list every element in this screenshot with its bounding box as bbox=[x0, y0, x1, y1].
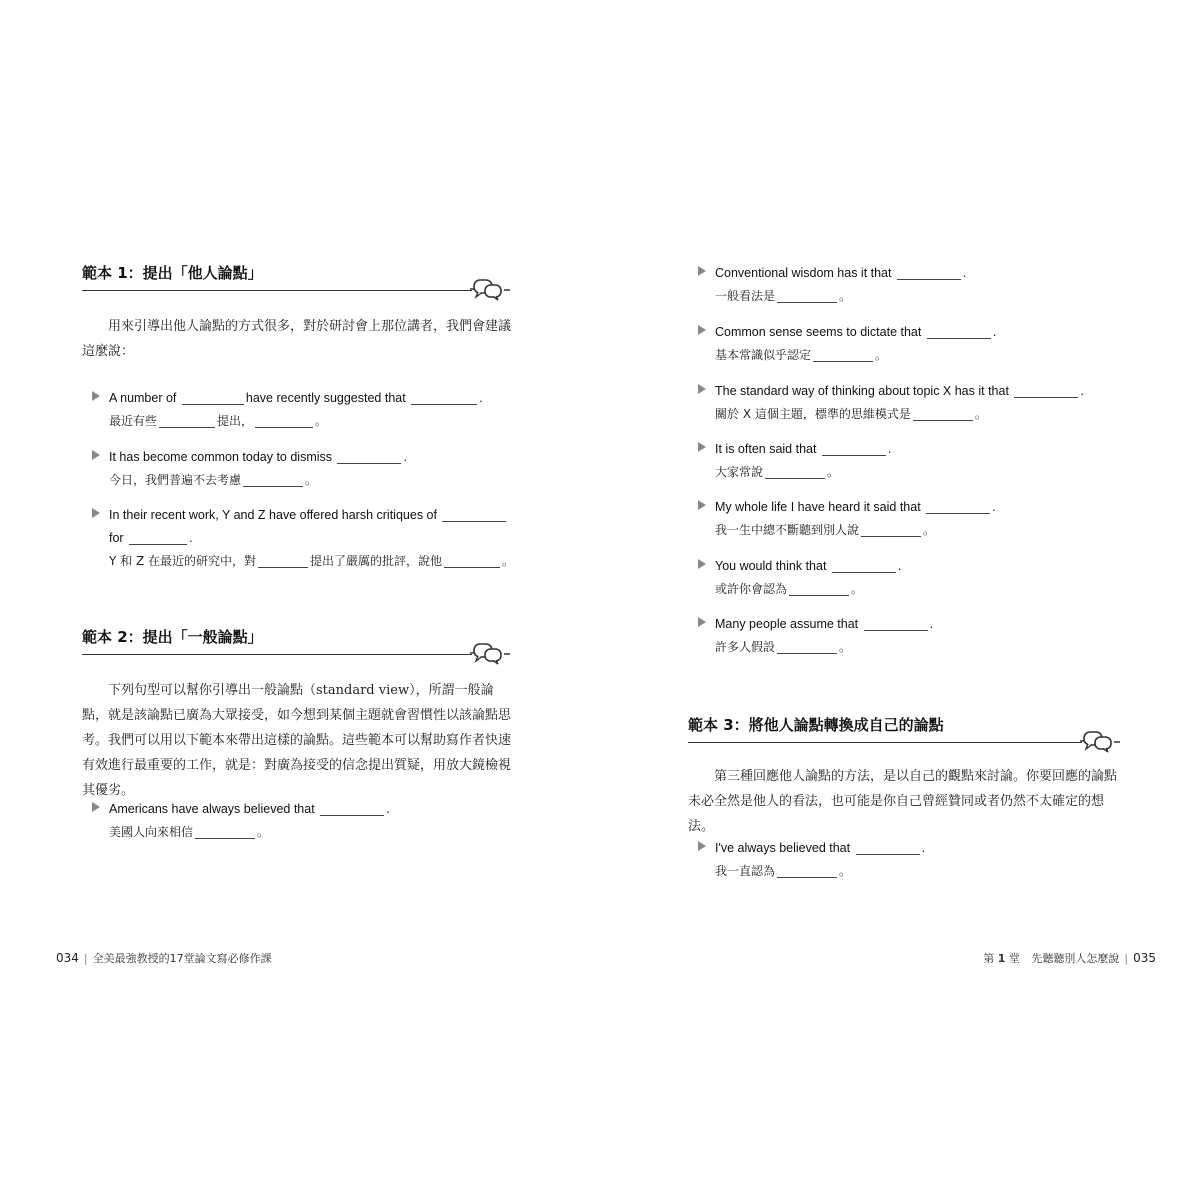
english-template-line bbox=[698, 321, 996, 344]
english-template-line bbox=[698, 837, 925, 860]
english-template-line bbox=[698, 438, 891, 461]
triangle-bullet-icon bbox=[92, 802, 100, 812]
fill-in-blank bbox=[777, 865, 837, 878]
template-text: 。 bbox=[315, 414, 328, 428]
speech-bubbles-icon bbox=[1078, 728, 1124, 754]
english-template-line bbox=[92, 527, 514, 550]
fill-in-blank bbox=[411, 392, 477, 405]
fill-in-blank bbox=[182, 392, 244, 405]
template-item bbox=[698, 555, 901, 601]
template-text: It has become common today to dismiss bbox=[109, 450, 336, 464]
template-text: . bbox=[887, 442, 892, 456]
fill-in-blank bbox=[195, 826, 255, 839]
section-2-intro: 下列句型可以幫你引導出一般論點（standard view），所謂一般論點，就是該論點已廣為大眾接受，如今想到某個主題就會習慣性以該論點思考。我們可以用以下範本來帶出這樣的論點。這些範本可以幫助寫作者快速有效進行最重要的工作，就是：對廣為接受的信念提出質疑，用放大鏡檢視其優劣。 bbox=[82, 683, 512, 798]
chapter-prefix: 第 bbox=[983, 952, 995, 965]
english-template-line bbox=[92, 387, 483, 410]
template-text: 。 bbox=[875, 348, 888, 362]
chinese-template-line bbox=[698, 578, 901, 601]
right-page bbox=[600, 0, 1200, 1200]
template-item bbox=[92, 798, 390, 844]
left-footer bbox=[56, 950, 272, 966]
fill-in-blank bbox=[822, 443, 886, 456]
fill-in-blank bbox=[159, 415, 215, 428]
triangle-bullet-icon bbox=[698, 617, 706, 627]
fill-in-blank bbox=[442, 509, 506, 522]
triangle-bullet-icon bbox=[698, 841, 706, 851]
section-1-heading bbox=[82, 262, 512, 302]
fill-in-blank bbox=[927, 326, 991, 339]
template-text: 提出， bbox=[217, 414, 254, 428]
section-3-heading bbox=[688, 714, 1122, 754]
heading-rule bbox=[82, 654, 472, 655]
template-text: You would think that bbox=[715, 559, 830, 573]
fill-in-blank bbox=[777, 641, 837, 654]
template-text: 。 bbox=[839, 864, 852, 878]
template-text: . bbox=[992, 325, 997, 339]
template-text: . bbox=[403, 450, 407, 464]
section-1-intro: 用來引導出他人論點的方式很多，對於研討會上那位講者，我們會建議這麼說： bbox=[82, 319, 512, 359]
chinese-template-line bbox=[698, 860, 925, 883]
triangle-bullet-icon bbox=[698, 325, 706, 335]
chinese-template-line bbox=[92, 550, 514, 573]
english-template-line bbox=[698, 496, 996, 519]
template-text: Y 和 Z 在最近的研究中，對 bbox=[109, 554, 256, 568]
triangle-bullet-icon bbox=[698, 559, 706, 569]
footer-separator: | bbox=[1124, 952, 1129, 965]
page-number: 034 bbox=[56, 951, 79, 965]
chinese-template-line bbox=[698, 344, 996, 367]
template-text: have recently suggested that bbox=[245, 391, 410, 405]
template-text: . bbox=[962, 266, 967, 280]
template-text: The standard way of thinking about topic X has it that bbox=[715, 384, 1013, 398]
triangle-bullet-icon bbox=[92, 508, 100, 518]
triangle-bullet-icon bbox=[698, 500, 706, 510]
template-text: 一般看法是 bbox=[715, 289, 776, 303]
template-item bbox=[92, 446, 407, 492]
template-text: My whole life I have heard it said that bbox=[715, 500, 925, 514]
template-text: 或許你會認為 bbox=[715, 582, 788, 596]
heading-rule bbox=[82, 290, 472, 291]
template-text: 關於 X 這個主題，標準的思維模式是 bbox=[715, 407, 911, 421]
template-text: Americans have always believed that bbox=[109, 802, 319, 816]
template-text: 。 bbox=[974, 407, 987, 421]
chinese-template-line bbox=[698, 636, 933, 659]
fill-in-blank bbox=[320, 803, 384, 816]
section-3-title: 範本 3：將他人論點轉換成自己的論點 bbox=[688, 716, 944, 734]
fill-in-blank bbox=[832, 560, 896, 573]
page-number: 035 bbox=[1133, 951, 1156, 965]
speech-bubbles-icon bbox=[468, 276, 514, 302]
template-text: 美國人向來相信 bbox=[109, 825, 194, 839]
template-item bbox=[698, 262, 966, 308]
fill-in-blank bbox=[913, 408, 973, 421]
template-text: 。 bbox=[839, 289, 852, 303]
english-template-line bbox=[698, 380, 1084, 403]
book-title: 全美最強教授的17堂論文寫必修作課 bbox=[92, 952, 272, 965]
chapter-suffix: 堂 bbox=[1008, 952, 1020, 965]
template-text: 。 bbox=[851, 582, 864, 596]
english-template-line bbox=[698, 555, 901, 578]
fill-in-blank bbox=[926, 501, 990, 514]
template-text: . bbox=[1080, 384, 1084, 398]
template-text: 。 bbox=[305, 473, 318, 487]
triangle-bullet-icon bbox=[698, 266, 706, 276]
fill-in-blank bbox=[258, 555, 308, 568]
chinese-template-line bbox=[92, 821, 390, 844]
chinese-template-line bbox=[698, 403, 1084, 426]
template-text: . bbox=[992, 500, 996, 514]
chinese-template-line bbox=[698, 285, 966, 308]
template-text: Many people assume that bbox=[715, 617, 862, 631]
triangle-bullet-icon bbox=[92, 450, 100, 460]
template-item bbox=[698, 438, 891, 484]
template-text: . bbox=[929, 617, 934, 631]
template-text: 今日，我們普遍不去考慮 bbox=[109, 473, 242, 487]
template-text: for bbox=[109, 531, 128, 545]
template-text: . bbox=[479, 391, 483, 405]
template-text: 我一直認為 bbox=[715, 864, 776, 878]
english-template-line bbox=[92, 446, 407, 469]
chapter-number: 1 bbox=[997, 952, 1006, 965]
fill-in-blank bbox=[1014, 385, 1078, 398]
template-text: 提出了嚴厲的批評，說他 bbox=[310, 554, 443, 568]
template-text: 大家常說 bbox=[715, 465, 764, 479]
english-template-line bbox=[698, 262, 966, 285]
fill-in-blank bbox=[765, 466, 825, 479]
template-text: 。 bbox=[827, 465, 840, 479]
chinese-template-line bbox=[698, 519, 996, 542]
template-item bbox=[698, 496, 996, 542]
template-text: 我一生中總不斷聽到別人說 bbox=[715, 523, 860, 537]
chinese-template-line bbox=[92, 469, 407, 492]
template-text: Common sense seems to dictate that bbox=[715, 325, 925, 339]
section-2-title: 範本 2：提出「一般論點」 bbox=[82, 628, 263, 646]
triangle-bullet-icon bbox=[698, 384, 706, 394]
fill-in-blank bbox=[789, 583, 849, 596]
section-2-heading bbox=[82, 626, 512, 666]
section-1-title: 範本 1：提出「他人論點」 bbox=[82, 264, 263, 282]
template-text: . bbox=[386, 802, 390, 816]
triangle-bullet-icon bbox=[92, 391, 100, 401]
template-text: . bbox=[921, 841, 926, 855]
template-item bbox=[92, 387, 483, 433]
template-item bbox=[698, 380, 1084, 426]
english-template-line bbox=[92, 504, 514, 527]
template-text: 許多人假設 bbox=[715, 640, 776, 654]
template-item bbox=[92, 504, 514, 573]
fill-in-blank bbox=[777, 290, 837, 303]
fill-in-blank bbox=[337, 451, 401, 464]
template-text: 。 bbox=[502, 554, 515, 568]
template-text: It is often said that bbox=[715, 442, 820, 456]
template-text: . bbox=[897, 559, 902, 573]
template-text: 。 bbox=[839, 640, 852, 654]
template-text: I've always believed that bbox=[715, 841, 854, 855]
template-text: In their recent work, Y and Z have offered harsh critiques of bbox=[109, 508, 441, 522]
template-item bbox=[698, 321, 996, 367]
fill-in-blank bbox=[813, 349, 873, 362]
english-template-line bbox=[698, 613, 933, 636]
template-text: 。 bbox=[257, 825, 270, 839]
fill-in-blank bbox=[897, 267, 961, 280]
fill-in-blank bbox=[255, 415, 313, 428]
triangle-bullet-icon bbox=[698, 442, 706, 452]
fill-in-blank bbox=[129, 532, 187, 545]
english-template-line bbox=[92, 798, 390, 821]
chinese-template-line bbox=[698, 461, 891, 484]
chapter-title: 先聽聽別人怎麼說 bbox=[1031, 952, 1120, 965]
template-item bbox=[698, 837, 925, 883]
template-text: A number of bbox=[109, 391, 180, 405]
heading-rule bbox=[688, 742, 1082, 743]
chinese-template-line bbox=[92, 410, 483, 433]
fill-in-blank bbox=[444, 555, 500, 568]
template-text: 。 bbox=[923, 523, 936, 537]
fill-in-blank bbox=[243, 474, 303, 487]
template-text: Conventional wisdom has it that bbox=[715, 266, 895, 280]
footer-separator: | bbox=[83, 952, 88, 965]
fill-in-blank bbox=[864, 618, 928, 631]
template-text: . bbox=[189, 531, 193, 545]
right-footer bbox=[983, 950, 1156, 966]
speech-bubbles-icon bbox=[468, 640, 514, 666]
fill-in-blank bbox=[861, 524, 921, 537]
template-item bbox=[698, 613, 933, 659]
section-3-intro: 第三種回應他人論點的方法，是以自己的觀點來討論。你要回應的論點未必全然是他人的看法，也可能是你自己曾經贊同或者仍然不太確定的想法。 bbox=[688, 769, 1118, 834]
template-text: 最近有些 bbox=[109, 414, 158, 428]
template-text: 基本常識似乎認定 bbox=[715, 348, 812, 362]
fill-in-blank bbox=[856, 842, 920, 855]
